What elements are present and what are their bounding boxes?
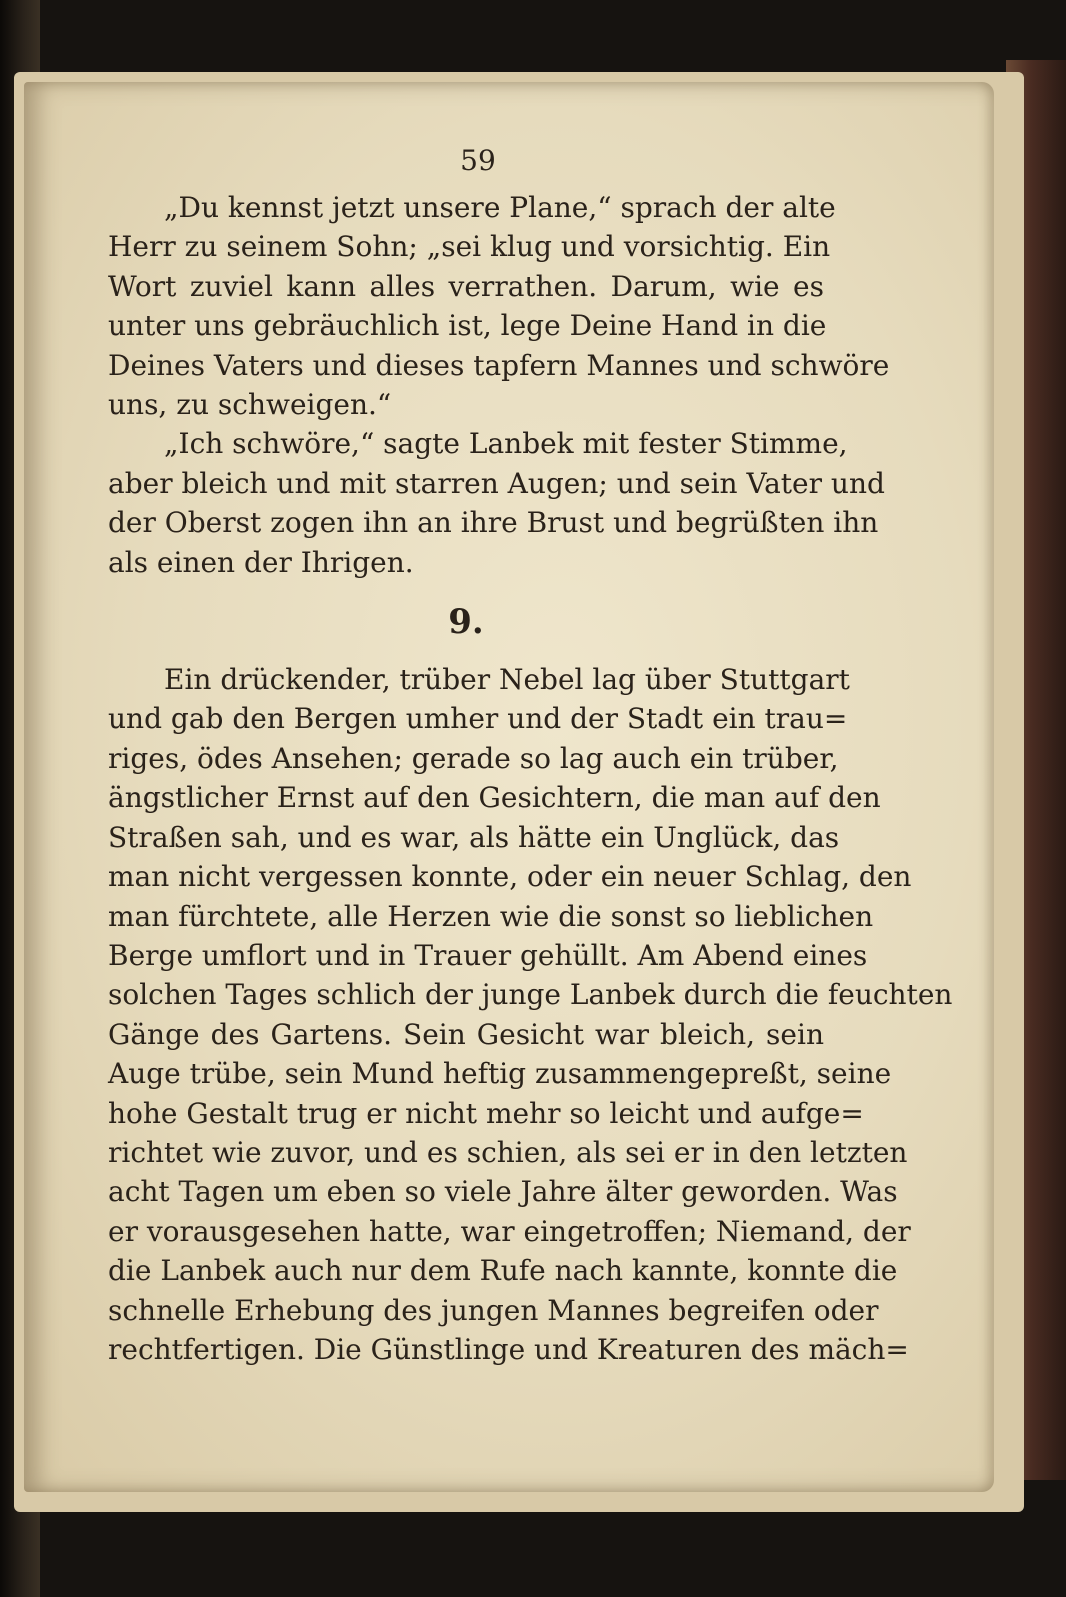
text-line: „Du kennst jetzt unsere Plane,“ sprach der alte xyxy=(164,191,836,224)
text-line: „Ich schwöre,“ sagte Lanbek mit fester Stimme, xyxy=(164,427,848,461)
text-line: Ein drückender, trüber Nebel lag über Stuttgart xyxy=(164,663,850,697)
paragraph-1 xyxy=(108,188,890,424)
text-line: acht Tagen um eben so viele Jahre älter geworden. Was xyxy=(108,1175,898,1209)
text-line: aber bleich und mit starren Augen; und sein Vater und xyxy=(108,466,885,500)
text-line: unter uns gebräuchlich ist, lege Deine Hand in die xyxy=(108,309,827,343)
text-line: schnelle Erhebung des jungen Mannes begreifen oder xyxy=(108,1293,879,1327)
text-line: die Lanbek auch nur dem Rufe nach kannte, konnte die xyxy=(108,1254,898,1288)
chapter-paragraph xyxy=(108,660,953,1369)
text-line: ängstlicher Ernst auf den Gesichtern, die man auf den xyxy=(108,781,881,815)
text-line: und gab den Bergen umher und der Stadt ein trau= xyxy=(108,702,848,736)
text-line: Deines Vaters und dieses tapfern Mannes und schwöre xyxy=(108,348,890,382)
text-line: riges, ödes Ansehen; gerade so lag auch ein trüber, xyxy=(108,741,839,775)
text-line: Berge umflort und in Trauer gehüllt. Am Abend eines xyxy=(108,938,868,972)
text-line: Auge trübe, sein Mund heftig zusammengepreßt, seine xyxy=(108,1057,892,1091)
body-text xyxy=(108,188,953,1369)
text-line: der Oberst zogen ihn an ihre Brust und begrüßten ihn xyxy=(108,506,879,540)
chapter-heading: 9. xyxy=(448,602,484,643)
text-line: als einen der Ihrigen. xyxy=(108,545,414,579)
text-line: man nicht vergessen konnte, oder ein neuer Schlag, den xyxy=(108,860,912,894)
text-line: man fürchtete, alle Herzen wie die sonst so lieblichen xyxy=(108,899,874,933)
text-line: uns, zu schweigen.“ xyxy=(108,388,392,422)
text-line: solchen Tages schlich der junge Lanbek durch die feuchten xyxy=(108,978,953,1012)
text-line: Gänge des Gartens. Sein Gesicht war bleich, sein xyxy=(108,1017,824,1051)
text-line: er vorausgesehen hatte, war eingetroffen; Niemand, der xyxy=(108,1214,911,1248)
paragraph-2 xyxy=(108,424,885,582)
text-line: richtet wie zuvor, und es schien, als sei er in den letzten xyxy=(108,1135,908,1169)
text-line: Wort zuviel kann alles verrathen. Darum, wie es xyxy=(108,269,824,303)
text-line: Herr zu seinem Sohn; „sei klug und vorsichtig. Ein xyxy=(108,230,831,264)
text-line: rechtfertigen. Die Günstlinge und Kreaturen des mäch= xyxy=(108,1332,909,1366)
text-line: hohe Gestalt trug er nicht mehr so leicht und aufge= xyxy=(108,1096,864,1130)
text-line: Straßen sah, und es war, als hätte ein Unglück, das xyxy=(108,820,840,854)
page-number: 59 xyxy=(460,144,496,177)
